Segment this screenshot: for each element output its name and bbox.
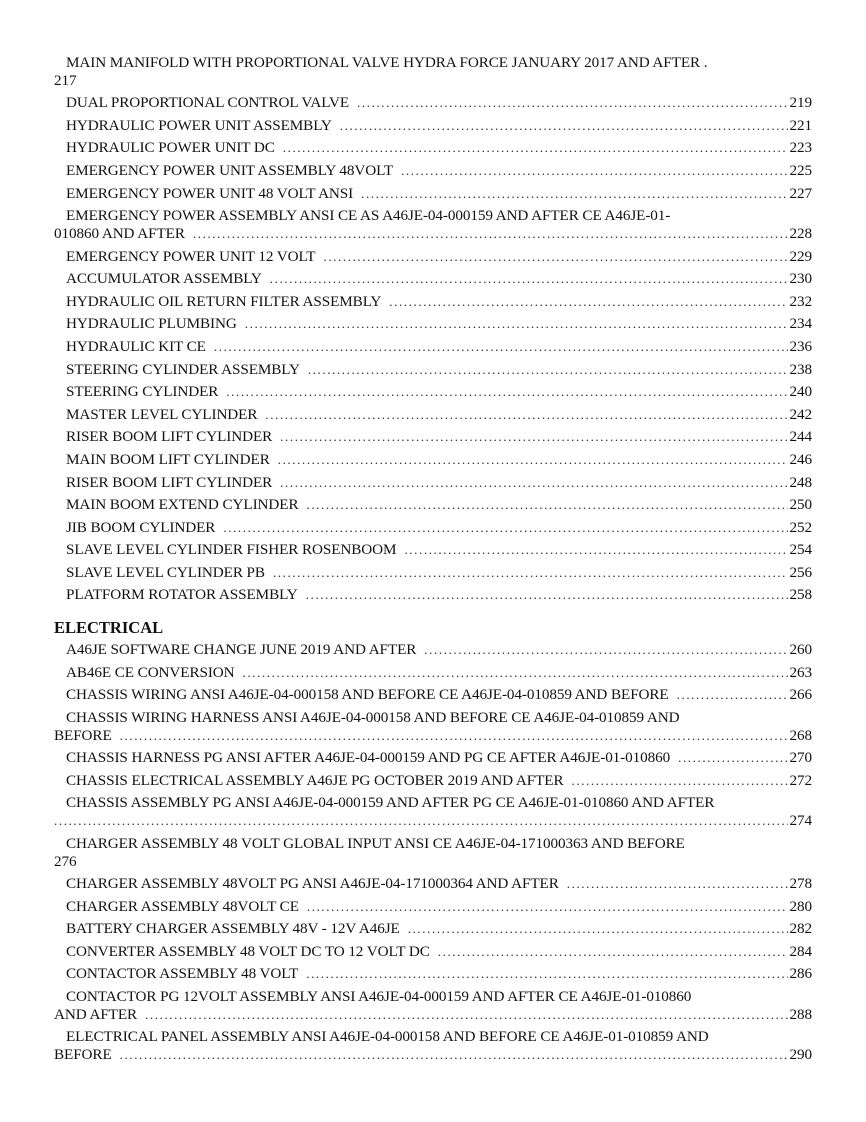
dot-leader bbox=[389, 293, 787, 311]
toc-entry[interactable] bbox=[54, 641, 812, 664]
toc-entry-page-number: 260 bbox=[789, 641, 812, 659]
toc-entry-page-number: 280 bbox=[789, 897, 812, 915]
toc-entry[interactable] bbox=[54, 835, 812, 875]
toc-entry-title: MASTER LEVEL CYLINDER bbox=[66, 405, 258, 423]
toc-entry[interactable] bbox=[54, 772, 812, 795]
dot-leader bbox=[120, 1046, 788, 1064]
toc-entry-title: CHASSIS WIRING HARNESS ANSI A46JE-04-000158 AND BEFORE CE A46JE-04-010859 AND bbox=[66, 708, 680, 726]
toc-entry-page-number: 282 bbox=[789, 920, 812, 938]
toc-entry-title: ELECTRICAL PANEL ASSEMBLY ANSI A46JE-04-000158 AND BEFORE CE A46JE-01-010859 AND bbox=[66, 1028, 709, 1046]
toc-entry[interactable] bbox=[54, 451, 812, 474]
toc-entry-page-number: 248 bbox=[789, 473, 812, 491]
toc-entry-title-continued: 010860 AND AFTER bbox=[54, 225, 185, 243]
toc-entry[interactable] bbox=[54, 686, 812, 709]
toc-entry-title: EMERGENCY POWER ASSEMBLY ANSI CE AS A46JE-04-000159 AND AFTER CE A46JE-01- bbox=[66, 207, 671, 225]
toc-entry[interactable] bbox=[54, 898, 812, 921]
dot-leader bbox=[226, 383, 787, 401]
toc-entry[interactable] bbox=[54, 496, 812, 519]
toc-entry-title: HYDRAULIC KIT CE bbox=[66, 337, 206, 355]
toc-entry[interactable] bbox=[54, 664, 812, 687]
toc-entry-continuation bbox=[54, 812, 812, 830]
toc-entry-title: DUAL PROPORTIONAL CONTROL VALVE bbox=[66, 94, 350, 112]
toc-entry-title: CHARGER ASSEMBLY 48VOLT PG ANSI A46JE-04-171000364 AND AFTER bbox=[66, 874, 559, 892]
dot-leader bbox=[145, 1006, 787, 1024]
toc-entry-page-number: 278 bbox=[789, 874, 812, 892]
toc-entry-page-number: 246 bbox=[789, 450, 812, 468]
dot-leader bbox=[401, 162, 787, 180]
dot-leader bbox=[340, 117, 788, 135]
toc-entry-page-number: 270 bbox=[789, 749, 812, 767]
toc-entry-title: HYDRAULIC OIL RETURN FILTER ASSEMBLY bbox=[66, 292, 382, 310]
toc-entry-title: AB46E CE CONVERSION bbox=[66, 663, 235, 681]
dot-leader bbox=[357, 94, 787, 112]
toc-entry[interactable] bbox=[54, 383, 812, 406]
toc-entry-page-number: 268 bbox=[789, 726, 812, 744]
dot-leader bbox=[243, 664, 788, 682]
toc-entry-title: RISER BOOM LIFT CYLINDER bbox=[66, 473, 273, 491]
dot-leader bbox=[245, 315, 788, 333]
toc-entry-page-number: 250 bbox=[789, 496, 812, 514]
toc-entry[interactable] bbox=[54, 474, 812, 497]
toc-entry-page-number: 276 bbox=[54, 852, 77, 870]
electrical-entries-list bbox=[54, 641, 812, 1068]
toc-entry-title-continued: AND AFTER bbox=[54, 1005, 138, 1023]
dot-leader bbox=[265, 406, 787, 424]
hydraulic-entries-list bbox=[54, 54, 812, 609]
toc-entry-title: BATTERY CHARGER ASSEMBLY 48V - 12V A46JE bbox=[66, 920, 400, 938]
dot-leader bbox=[677, 686, 788, 704]
toc-entry[interactable] bbox=[54, 920, 812, 943]
toc-entry[interactable] bbox=[54, 749, 812, 772]
toc-entry-page-number: 290 bbox=[789, 1046, 812, 1064]
toc-entry-continuation bbox=[54, 1046, 812, 1064]
toc-entry-page-number: 227 bbox=[789, 184, 812, 202]
toc-entry[interactable] bbox=[54, 541, 812, 564]
toc-entry-page-number: 274 bbox=[789, 812, 812, 830]
toc-entry-title: CHASSIS ELECTRICAL ASSEMBLY A46JE PG OCTOBER 2019 AND AFTER bbox=[66, 771, 564, 789]
toc-entry-page-number: 238 bbox=[789, 360, 812, 378]
toc-entry[interactable] bbox=[54, 943, 812, 966]
toc-entry[interactable] bbox=[54, 162, 812, 185]
toc-entry-title: STEERING CYLINDER bbox=[66, 383, 219, 401]
toc-entry[interactable] bbox=[54, 564, 812, 587]
toc-entry[interactable] bbox=[54, 293, 812, 316]
dot-leader bbox=[223, 519, 787, 537]
toc-entry-title: CHASSIS ASSEMBLY PG ANSI A46JE-04-000159 AND AFTER PG CE A46JE-01-010860 AND AFTER bbox=[66, 794, 715, 812]
toc-entry[interactable] bbox=[54, 117, 812, 140]
toc-entry-title: STEERING CYLINDER ASSEMBLY bbox=[66, 360, 300, 378]
toc-entry-continuation bbox=[54, 853, 812, 871]
dot-leader bbox=[54, 812, 788, 830]
toc-entry-title: EMERGENCY POWER UNIT 48 VOLT ANSI bbox=[66, 184, 354, 202]
toc-entry-title: MAIN MANIFOLD WITH PROPORTIONAL VALVE HYDRA FORCE JANUARY 2017 AND AFTER . bbox=[66, 54, 708, 71]
toc-entry-title: HYDRAULIC PLUMBING bbox=[66, 315, 237, 333]
dot-leader bbox=[193, 225, 788, 243]
toc-entry-page-number: 284 bbox=[789, 942, 812, 960]
toc-entry[interactable] bbox=[54, 586, 812, 609]
dot-leader bbox=[270, 270, 788, 288]
toc-entry[interactable] bbox=[54, 519, 812, 542]
dot-leader bbox=[280, 474, 787, 492]
toc-entry-page-number: 228 bbox=[789, 225, 812, 243]
dot-leader bbox=[306, 586, 788, 604]
toc-entry-page-number: 263 bbox=[789, 663, 812, 681]
toc-entry-continuation bbox=[54, 72, 812, 90]
toc-entry-page-number: 219 bbox=[789, 94, 812, 112]
toc-entry-title: MAIN BOOM LIFT CYLINDER bbox=[66, 450, 270, 468]
toc-entry[interactable] bbox=[54, 315, 812, 338]
toc-entry-title-continued: BEFORE bbox=[54, 1046, 112, 1064]
dot-leader bbox=[424, 641, 787, 659]
toc-entry-title-continued: BEFORE bbox=[54, 726, 112, 744]
toc-entry-title: HYDRAULIC POWER UNIT DC bbox=[66, 139, 275, 157]
dot-leader bbox=[678, 749, 787, 767]
toc-entry-title: CONTACTOR PG 12VOLT ASSEMBLY ANSI A46JE-04-000159 AND AFTER CE A46JE-01-010860 bbox=[66, 987, 692, 1005]
dot-leader bbox=[283, 139, 788, 157]
dot-leader bbox=[438, 943, 788, 961]
dot-leader bbox=[323, 248, 787, 266]
dot-leader bbox=[280, 428, 787, 446]
toc-entry-page-number: 244 bbox=[789, 428, 812, 446]
toc-entry-page-number: 223 bbox=[789, 139, 812, 157]
toc-entry[interactable] bbox=[54, 965, 812, 988]
dot-leader bbox=[361, 185, 787, 203]
dot-leader bbox=[307, 898, 788, 916]
toc-entry-page-number: 240 bbox=[789, 383, 812, 401]
toc-entry-title: SLAVE LEVEL CYLINDER PB bbox=[66, 563, 265, 581]
toc-entry-title: PLATFORM ROTATOR ASSEMBLY bbox=[66, 586, 298, 604]
toc-entry[interactable] bbox=[54, 139, 812, 162]
toc-entry-page-number: 232 bbox=[789, 292, 812, 310]
dot-leader bbox=[278, 451, 788, 469]
toc-entry-page-number: 236 bbox=[789, 337, 812, 355]
toc-entry-title: CHARGER ASSEMBLY 48 VOLT GLOBAL INPUT ANSI CE A46JE-04-171000363 AND BEFORE bbox=[66, 834, 685, 852]
toc-entry-page-number: 266 bbox=[789, 686, 812, 704]
dot-leader bbox=[404, 541, 787, 559]
toc-entry[interactable] bbox=[54, 207, 812, 247]
toc-entry[interactable] bbox=[54, 794, 812, 834]
toc-entry[interactable] bbox=[54, 338, 812, 361]
toc-entry-title: MAIN BOOM EXTEND CYLINDER bbox=[66, 496, 299, 514]
toc-entry-page-number: 221 bbox=[789, 116, 812, 134]
section-heading-electrical: ELECTRICAL bbox=[54, 618, 164, 638]
dot-leader bbox=[408, 920, 788, 938]
toc-entry-page-number: 286 bbox=[789, 965, 812, 983]
dot-leader bbox=[273, 564, 788, 582]
toc-entry-title: CHASSIS HARNESS PG ANSI AFTER A46JE-04-000159 AND PG CE AFTER A46JE-01-010860 bbox=[66, 749, 671, 767]
toc-entry-page-number: 258 bbox=[789, 586, 812, 604]
toc-entry-title: SLAVE LEVEL CYLINDER FISHER ROSENBOOM bbox=[66, 541, 397, 559]
toc-entry-page-number: 256 bbox=[789, 563, 812, 581]
toc-entry-title: JIB BOOM CYLINDER bbox=[66, 518, 216, 536]
toc-entry-title: RISER BOOM LIFT CYLINDER bbox=[66, 428, 273, 446]
toc-entry-page-number: 234 bbox=[789, 315, 812, 333]
toc-entry-page-number: 288 bbox=[789, 1005, 812, 1023]
toc-entry-page-number: 225 bbox=[789, 162, 812, 180]
toc-entry[interactable] bbox=[54, 1028, 812, 1068]
toc-entry-page-number: 230 bbox=[789, 270, 812, 288]
dot-leader bbox=[120, 727, 788, 745]
toc-entry-title: EMERGENCY POWER UNIT 12 VOLT bbox=[66, 247, 316, 265]
toc-entry-title: CHARGER ASSEMBLY 48VOLT CE bbox=[66, 897, 299, 915]
dot-leader bbox=[572, 772, 788, 790]
table-of-contents bbox=[54, 54, 812, 1068]
toc-entry[interactable] bbox=[54, 875, 812, 898]
toc-entry-page-number: 254 bbox=[789, 541, 812, 559]
toc-entry-page-number: 252 bbox=[789, 518, 812, 536]
toc-entry-title: ACCUMULATOR ASSEMBLY bbox=[66, 270, 262, 288]
toc-entry[interactable] bbox=[54, 988, 812, 1028]
toc-entry[interactable] bbox=[54, 709, 812, 749]
dot-leader bbox=[308, 361, 788, 379]
toc-entry[interactable] bbox=[54, 270, 812, 293]
toc-entry[interactable] bbox=[54, 185, 812, 208]
toc-entry-continuation bbox=[54, 225, 812, 243]
toc-entry-page-number: 242 bbox=[789, 405, 812, 423]
toc-entry-title: CONVERTER ASSEMBLY 48 VOLT DC TO 12 VOLT DC bbox=[66, 942, 430, 960]
toc-entry[interactable] bbox=[54, 428, 812, 451]
toc-entry[interactable] bbox=[54, 406, 812, 429]
toc-entry-title: HYDRAULIC POWER UNIT ASSEMBLY bbox=[66, 116, 332, 134]
dot-leader bbox=[306, 496, 787, 514]
toc-entry-title: CONTACTOR ASSEMBLY 48 VOLT bbox=[66, 965, 299, 983]
dot-leader bbox=[567, 875, 788, 893]
toc-entry-page-number: 217 bbox=[54, 72, 77, 89]
toc-entry[interactable] bbox=[54, 361, 812, 384]
dot-leader bbox=[306, 965, 787, 983]
dot-leader bbox=[214, 338, 788, 356]
toc-entry[interactable] bbox=[54, 54, 812, 94]
toc-entry-continuation bbox=[54, 1006, 812, 1024]
toc-entry-continuation bbox=[54, 727, 812, 745]
toc-entry-title: A46JE SOFTWARE CHANGE JUNE 2019 AND AFTER bbox=[66, 641, 417, 659]
toc-entry-page-number: 229 bbox=[789, 247, 812, 265]
toc-entry[interactable] bbox=[54, 248, 812, 271]
toc-entry-title: CHASSIS WIRING ANSI A46JE-04-000158 AND BEFORE CE A46JE-04-010859 AND BEFORE bbox=[66, 686, 669, 704]
toc-entry-page-number: 272 bbox=[789, 771, 812, 789]
toc-entry-title: EMERGENCY POWER UNIT ASSEMBLY 48VOLT bbox=[66, 162, 394, 180]
toc-entry[interactable] bbox=[54, 94, 812, 117]
